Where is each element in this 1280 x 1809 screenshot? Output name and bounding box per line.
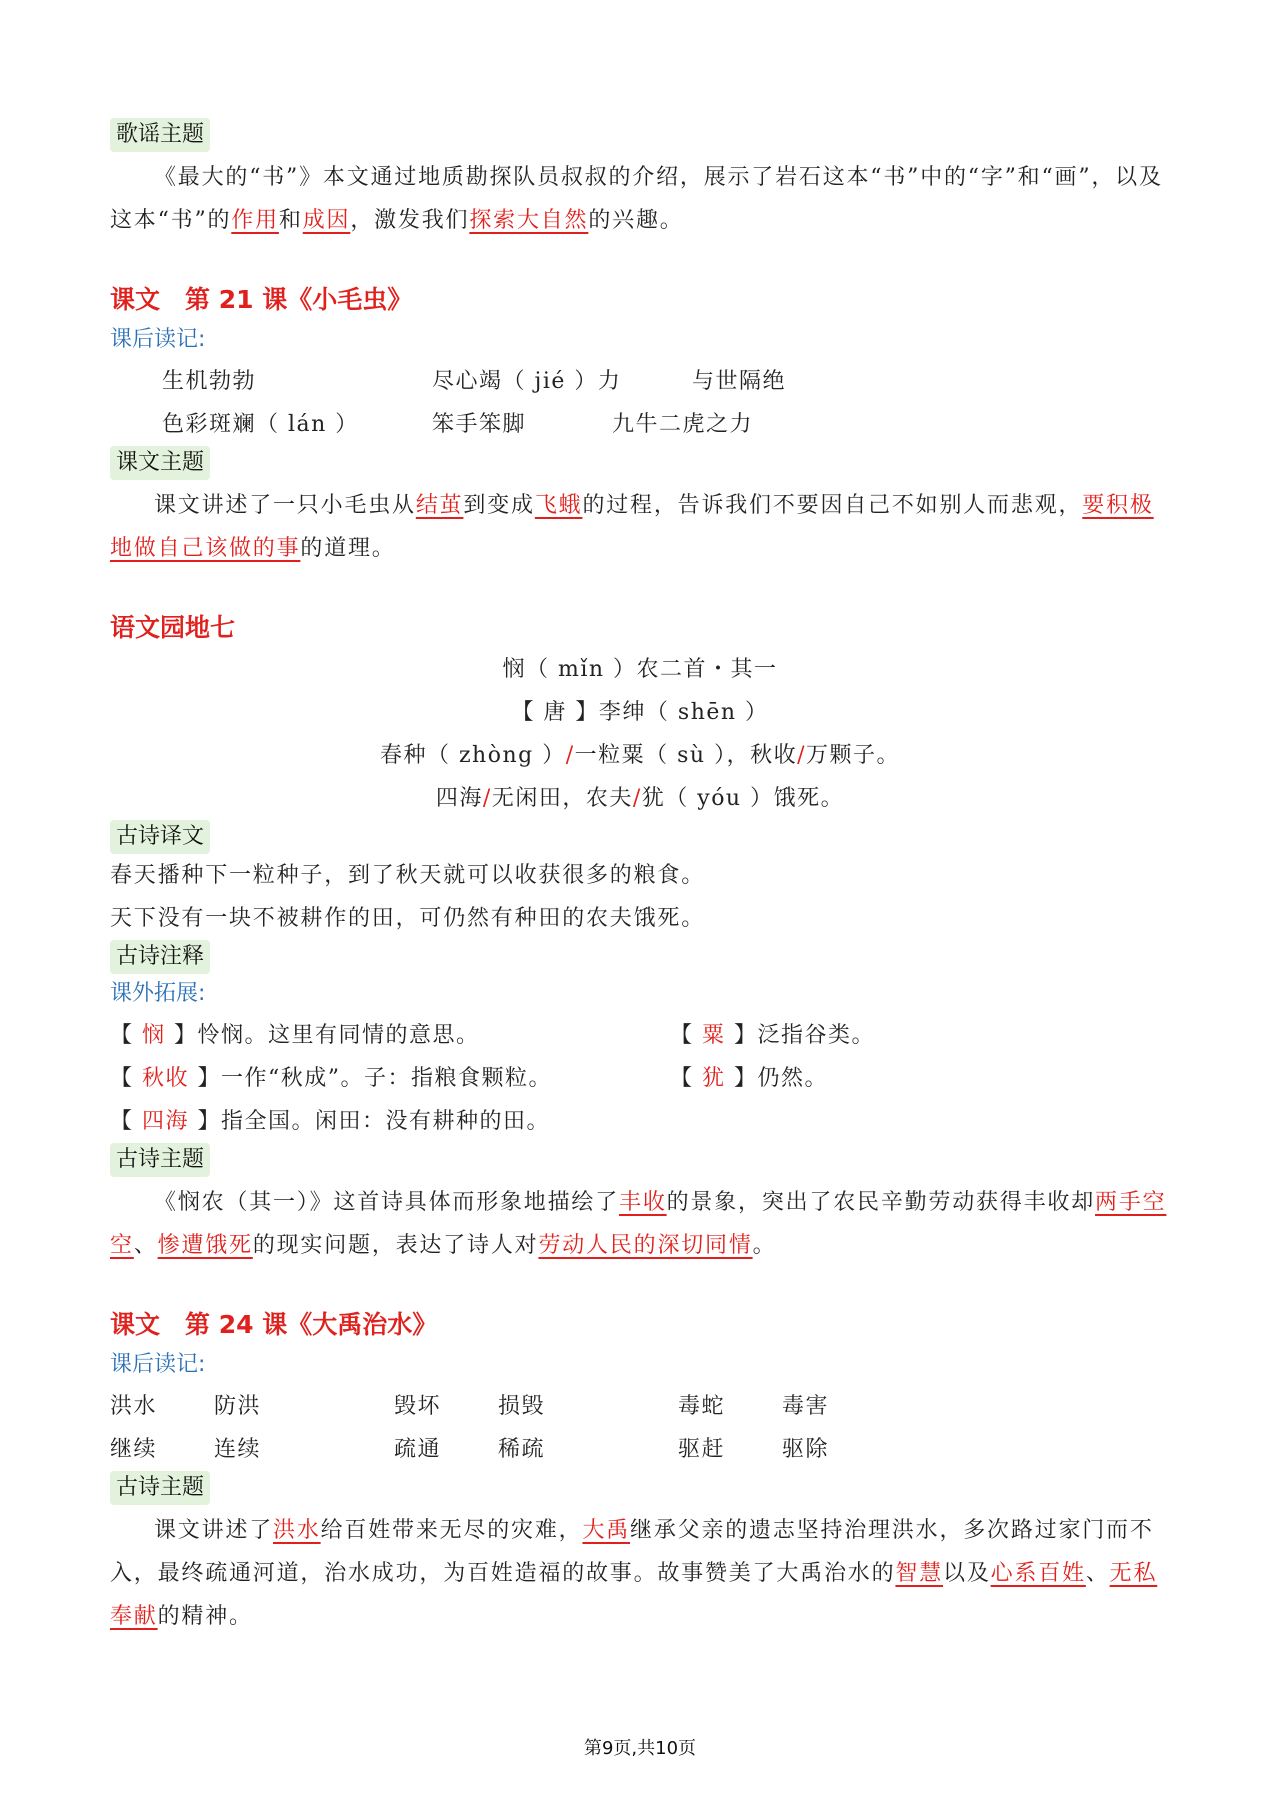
word-item: 毒害: [782, 1394, 830, 1419]
note-item: 【 四海 】指全国。闲田：没有耕种的田。: [110, 1109, 551, 1134]
section-tag: 古诗主题: [110, 1471, 210, 1505]
keyword: 心系百姓: [990, 1561, 1086, 1586]
section-tag: 古诗注释: [110, 940, 210, 974]
note-item: 【 悯 】怜悯。这里有同情的意思。: [110, 1023, 480, 1048]
section-tag: 课文主题: [110, 446, 210, 480]
word-item: 色彩斑斓（ lán ）: [162, 412, 359, 437]
word-row: [110, 403, 1170, 446]
poem-title: 悯（ mǐn ）农二首・其一: [502, 657, 778, 682]
note-item: 【 秋收 】一作“秋成”。子：指粮食颗粒。: [110, 1066, 553, 1091]
word-item: 连续: [214, 1437, 262, 1462]
word-item: 洪水: [110, 1394, 158, 1419]
word-item: 驱除: [782, 1437, 830, 1462]
keyword: 作用: [231, 208, 279, 233]
word-row: [110, 360, 1170, 403]
note-row: [110, 1100, 1170, 1143]
keyword: 洪水: [273, 1518, 321, 1543]
lesson-heading: 课文 第 21 课《小毛虫》: [110, 285, 413, 314]
keyword: 飞蛾: [534, 493, 583, 518]
word-row: [110, 1385, 1170, 1428]
theme-paragraph: 《悯农（其一）》这首诗具体而形象地描绘了丰收的景象，突出了农民辛勤劳动获得丰收却两手空空、惨遭饿死的现实问题，表达了诗人对劳动人民的深切同情。: [110, 1190, 1167, 1258]
section-tag: 古诗译文: [110, 820, 210, 854]
page-content: [110, 118, 1170, 1638]
reading-label: 课后读记:: [110, 1352, 206, 1377]
poem-line: 春种（ zhòng ）/一粒粟（ sù ），秋收/万颗子。: [379, 743, 901, 768]
word-item: 稀疏: [498, 1437, 546, 1462]
poem-author: 【 唐 】李绅（ shēn ）: [511, 700, 769, 725]
note-item: 【 犹 】仍然。: [670, 1066, 829, 1091]
theme-paragraph: 《最大的“书”》本文通过地质勘探队员叔叔的介绍，展示了岩石这本“书”中的“字”和“画”，以及这本“书”的作用和成因，激发我们探索大自然的兴趣。: [110, 165, 1163, 233]
translation-line: 天下没有一块不被耕作的田，可仍然有种田的农夫饿死。: [110, 906, 706, 931]
poem-line: 四海/无闲田，农夫/犹（ yóu ）饿死。: [435, 786, 845, 811]
word-item: 驱赶: [678, 1437, 726, 1462]
note-row: [110, 1057, 1170, 1100]
lesson-heading: 课文 第 24 课《大禹治水》: [110, 1310, 438, 1339]
extension-label: 课外拓展:: [110, 981, 206, 1006]
keyword: 惨遭饿死: [157, 1233, 253, 1258]
keyword: 结茧: [415, 493, 464, 518]
word-item: 笨手笨脚: [432, 412, 527, 437]
word-item: 毁坏: [394, 1394, 442, 1419]
word-item: 疏通: [394, 1437, 442, 1462]
keyword: 探索大自然: [469, 208, 589, 233]
keyword: 大禹: [582, 1518, 631, 1543]
word-item: 毒蛇: [678, 1394, 726, 1419]
keyword: 成因: [302, 208, 351, 233]
theme-paragraph: 课文讲述了洪水给百姓带来无尽的灾难，大禹继承父亲的遗志坚持治理洪水，多次路过家门而不入，最终疏通河道，治水成功，为百姓造福的故事。故事赞美了大禹治水的智慧以及心系百姓、无私奉献的精神。: [110, 1518, 1158, 1629]
word-item: 继续: [110, 1437, 158, 1462]
word-row: [110, 1428, 1170, 1471]
keyword: 劳动人民的深切同情: [538, 1233, 753, 1258]
page-number: 第9页,共10页: [583, 1738, 697, 1759]
section-tag: 歌谣主题: [110, 118, 210, 152]
keyword: 两手空空: [110, 1190, 1167, 1258]
section-tag: 古诗主题: [110, 1143, 210, 1177]
word-item: 防洪: [214, 1394, 262, 1419]
theme-paragraph: 课文讲述了一只小毛虫从结茧到变成飞蛾的过程，告诉我们不要因自己不如别人而悲观，要积极地做自己该做的事的道理。: [110, 493, 1154, 561]
note-row: [110, 1014, 1170, 1057]
word-item: 尽心竭（ jié ）力: [432, 369, 622, 394]
keyword: 无私奉献: [110, 1561, 1158, 1629]
note-item: 【 粟 】泛指谷类。: [670, 1023, 876, 1048]
word-item: 九牛二虎之力: [612, 412, 754, 437]
reading-label: 课后读记:: [110, 327, 206, 352]
keyword: 丰收: [619, 1190, 667, 1215]
word-item: 与世隔绝: [692, 369, 787, 394]
keyword: 要积极地做自己该做的事: [110, 493, 1154, 561]
word-item: 生机勃勃: [162, 369, 257, 394]
word-item: 损毁: [498, 1394, 546, 1419]
garden-heading: 语文园地七: [110, 613, 236, 642]
translation-line: 春天播种下一粒种子，到了秋天就可以收获很多的粮食。: [110, 863, 706, 888]
keyword: 智慧: [895, 1561, 944, 1586]
